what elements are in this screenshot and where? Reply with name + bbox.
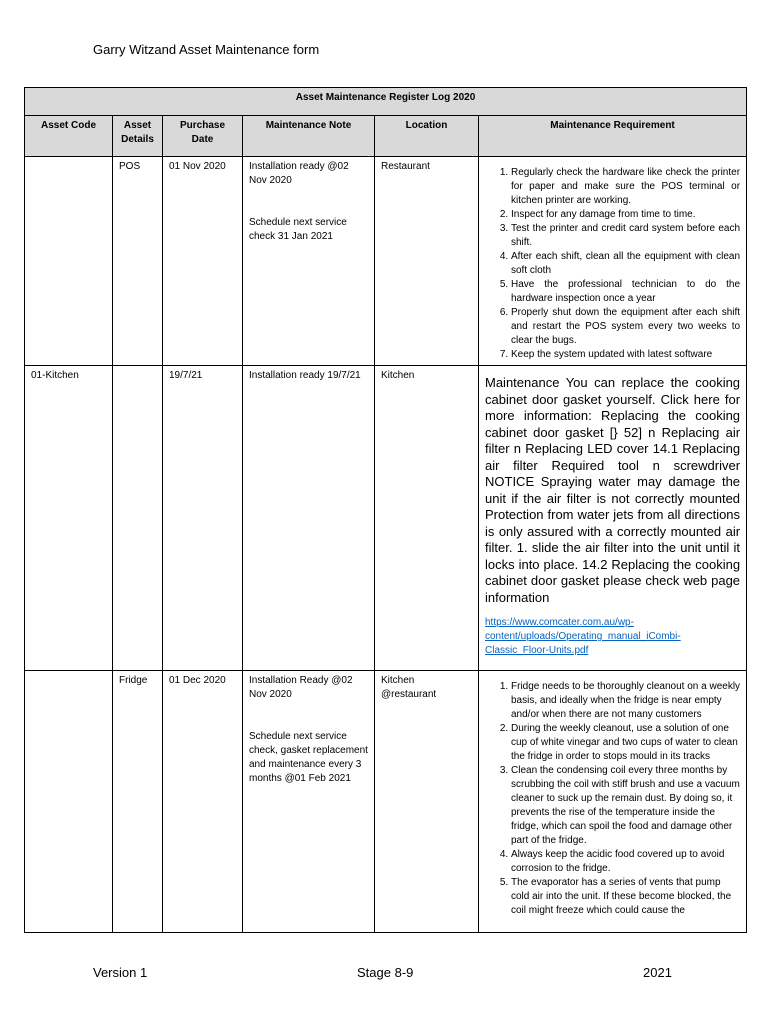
- location-cell: Kitchen @restaurant: [375, 671, 479, 933]
- maintenance-note-cell: [243, 157, 375, 366]
- requirement-list: [485, 166, 740, 362]
- table-title-row: [25, 88, 747, 116]
- column-header: Purchase Date: [163, 116, 243, 157]
- column-header: Location: [375, 116, 479, 157]
- installation-note: Installation Ready @02 Nov 2020: [249, 675, 353, 700]
- purchase-date-cell: 01 Dec 2020: [163, 671, 243, 933]
- column-header: Maintenance Note: [243, 116, 375, 157]
- table-title: Asset Maintenance Register Log 2020: [25, 88, 747, 116]
- asset-details-cell: Fridge: [113, 671, 163, 933]
- column-header: Asset Details: [113, 116, 163, 157]
- manual-link[interactable]: https://www.comcater.com.au/wp-content/uploads/Operating_manual_iCombi-Classic_Floor-Units.pdf: [485, 617, 681, 656]
- table-row: [25, 671, 747, 933]
- footer-year: 2021: [643, 965, 672, 980]
- location-cell: Kitchen: [375, 366, 479, 671]
- requirement-paragraph: Maintenance You can replace the cooking cabinet door gasket yourself. Click here for more information: Replacing the cooking cabinet door gasket [} 52] n Replacing air filter n Replacing LED cover 14.1 Replacing air filter Required tool n screwdriver NOTICE Spraying water may damage the unit if the air filter is not correctly mounted Protection from water jets from all directions is only assured with a correctly mounted air filter. 1. slide the air filter into the unit until it locks into place. 14.2 Replacing the cooking cabinet door gasket please check web page information: [485, 375, 741, 605]
- service-note: Schedule next service check 31 Jan 2021: [249, 217, 347, 242]
- asset-code-cell: [25, 157, 113, 366]
- requirement-item: 5. The evaporator has a series of vents that pump cold air into the unit. If these become blocked, the coil might freeze which could cause the: [511, 876, 740, 918]
- requirement-item: 1. Regularly check the hardware like check the printer for paper and make sure the POS terminal or kitchen printer are working.: [511, 166, 740, 208]
- requirement-cell: [479, 157, 747, 366]
- purchase-date-cell: 01 Nov 2020: [163, 157, 243, 366]
- asset-code-cell: 01-Kitchen: [25, 366, 113, 671]
- asset-details-cell: POS: [113, 157, 163, 366]
- requirement-item: 3. Test the printer and credit card system before each shift.: [511, 222, 740, 250]
- requirement-list: [485, 680, 740, 918]
- table-row: [25, 157, 747, 366]
- maintenance-note-cell: [243, 366, 375, 671]
- requirement-cell: [479, 366, 747, 671]
- table-header-row: [25, 116, 747, 157]
- requirement-cell: [479, 671, 747, 933]
- requirement-item: 1. Fridge needs to be thoroughly cleanout on a weekly basis, and ideally when the fridge is near empty and/or when there are not many customers: [511, 680, 740, 722]
- requirement-item: 4. Always keep the acidic food covered up to avoid corrosion to the fridge.: [511, 848, 740, 876]
- asset-details-cell: [113, 366, 163, 671]
- footer-stage: Stage 8-9: [357, 965, 414, 980]
- service-note: Schedule next service check, gasket replacement and maintenance every 3 months @01 Feb 2021: [249, 731, 368, 784]
- installation-note: Installation ready @02 Nov 2020: [249, 161, 349, 186]
- requirement-item: 3. Clean the condensing coil every three months by scrubbing the coil with stiff brush and use a vacuum cleaner to suck up the remain dust. By doing so, it prevents the rise of the temperature inside the fridge, which can spoil the food and damage other part of the fridge.: [511, 764, 740, 848]
- requirement-item: 2. Inspect for any damage from time to time.: [511, 208, 740, 222]
- asset-register-table: [24, 87, 747, 933]
- requirement-item: 4. After each shift, clean all the equipment with clean soft cloth: [511, 250, 740, 278]
- installation-note: Installation ready 19/7/21: [249, 370, 361, 381]
- requirement-item: 5. Have the professional technician to do the hardware inspection once a year: [511, 278, 740, 306]
- form-title: Garry Witzand Asset Maintenance form: [93, 42, 320, 57]
- table-row: [25, 366, 747, 671]
- requirement-item: 2. During the weekly cleanout, use a solution of one cup of white vinegar and two cups of water to clean the fridge in order to stops mould in its tracks: [511, 722, 740, 764]
- requirement-item: 6. Properly shut down the equipment after each shift and restart the POS system every two weeks to clear the bugs.: [511, 306, 740, 348]
- requirement-item: 7. Keep the system updated with latest software: [511, 348, 740, 362]
- column-header: Asset Code: [25, 116, 113, 157]
- maintenance-note-cell: [243, 671, 375, 933]
- purchase-date-cell: 19/7/21: [163, 366, 243, 671]
- column-header: Maintenance Requirement: [479, 116, 747, 157]
- location-cell: Restaurant: [375, 157, 479, 366]
- asset-code-cell: [25, 671, 113, 933]
- footer-version: Version 1: [93, 965, 148, 980]
